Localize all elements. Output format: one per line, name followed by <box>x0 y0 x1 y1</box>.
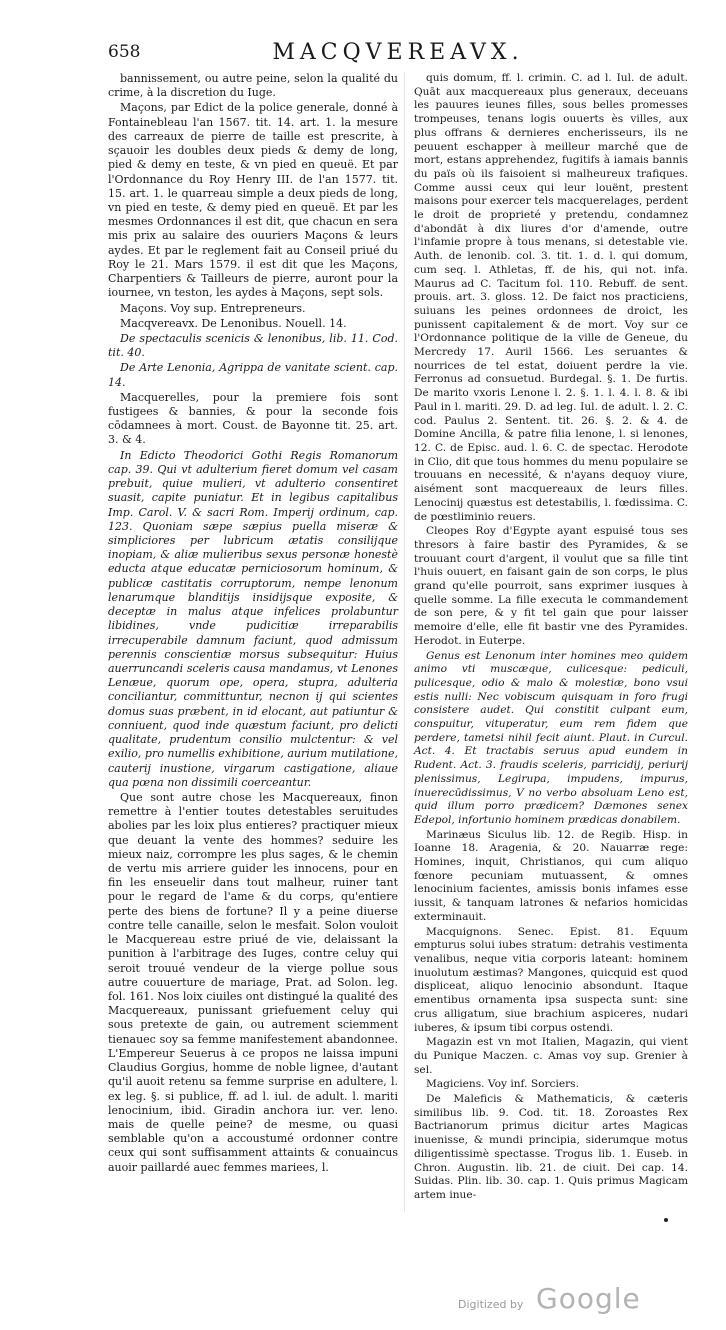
paragraph: Maçons. Voy sup. Entrepreneurs. <box>120 301 306 315</box>
page-number: 658 <box>108 42 141 62</box>
paragraph: De Arte Lenonia, Agrippa de vanitate scient. cap. 14. <box>108 361 398 389</box>
scan-watermark <box>458 1282 658 1316</box>
paragraph: De spectaculis scenicis & lenonibus, lib. 11. Cod. tit. 40. <box>108 331 398 360</box>
paragraph: bannissement, ou autre peine, selon la qualité du crime, à la discretion du Iuge. <box>108 72 398 100</box>
digitized-by-label: Digitized by <box>458 1298 524 1311</box>
paragraph: Maçons, par Edict de la police generale, donné à Fontainebleau l'an 1567. tit. 14. art. 1. la mesure des carreaux de pierre de taille est prescrite, à sçauoir les doubles deux pieds & demy de long, pied & demy en teste, & vn pied en queuë. Et par l'Ordonnance du Roy Henry III. de l'an 1577. tit. 15. art. 1. le quarreau simple a deux pieds de long, vn pied en teste, & demy pied en queuë. Et par les mesmes Ordonnances il est dit, que chacun en sera mis prix au salaire des ouuriers Maçons & leurs aydes. Et par le reglement fait au Conseil priué du Roy le 21. Mars 1579. il est dit que les Maçons, Charpentiers & Tailleurs de pierre, auront pour la iournee, vn teston, les aydes à Maçons, sept sols. <box>108 101 398 300</box>
paragraph: Genus est Lenonum inter homines meo quidem animo vti muscæque, culicesque: pediculi, pulicesque, odio & malo & molestiæ, bono vsui estis nulli: Nec vobiscum quisquam in foro frugi consistere audet. Qui constitit culpant eum, conspuitur, vituperatur, eum rem fidem que perdere, tametsi nihil fecit aiunt. Plaut. in Curcul. Act. 4. Et tractabis seruus apud eundem in Rudent. Act. 3. fraudis sceleris, parricidij, periurij plenissimus, Legirupa, impudens, impurus, inuerecūdissimus, V no verbo absoluam Leno est, quid illum porro prædicem? Dæmones senex Edepol, infortunio hominem prædicas donabilem. <box>414 649 688 826</box>
paragraph: Magazin est vn mot Italien, Magazin, qui vient du Punique Maczen. c. Amas voy sup. Grenier à sel. <box>414 1036 688 1076</box>
paragraph: Macqvereavx. De Lenonibus. Nouell. 14. <box>120 316 347 330</box>
left-text-column <box>108 72 398 1176</box>
catchword-mark <box>664 1218 668 1222</box>
paragraph: quis domum, ff. l. crimin. C. ad l. Iul. de adult. Quāt aux macquereaux plus generaux, deceuans les pauures ieunes filles, sous belles promesses trompeuses, tenans logis ouuerts ès villes, aux plus offrans & dernieres encherisseurs, ils ne peuuent eschapper à meilleur marché que de mort, estans apprehendez, fugitifs à iamais bannis du païs où ils faisoient si malheureux trafiques. Comme aussi ceux qui leur louënt, prestent maisons pour exercer tels macquerelages, perdent le droit de proprieté y pretendu, condamnez d'abondāt à dix liures d'or d'amende, outre l'infamie propre à tous menans, si detestable vie. Auth. de lenonib. col. 3. tit. 1. d. l. qui domum, cum seq. l. Athletas, ff. de his, qui not. infa. Maurus ad C. Tacitum fol. 110. Rebuff. de sent. prouis. art. 3. gloss. 12. De faict nos practiciens, suiuans les peines ordonnees de droict, les punissent capitalement & de mort. Voy sur ce l'Ordonnance politique de la ville de Geneue, du Mercredy 17. Auril 1566. Les seruantes & nourrices de tel estat, doiuent perdre la vie. Ferronus ad consuetud. Burdegal. §. 1. De furtis. De marito vxoris Lenone l. 2. §. 1. l. 4. l. 8. & ibi Paul in l. mariti. 29. D. ad leg. Iul. de adult. l. 2. C. cod. Paulus 2. Sentent. tit. 26. §. 2. & 4. de Domine Ancilla, & patre filia lenone, l. si lenones, 12. C. de Episc. aud. l. 6. C. de spectac. Herodote in Clio, dit que tous hommes du menu populaire se trouuans en necessité, & n'ayans dequoy viure, aisément sont macquereaux de leurs filles. Lenocinij quæstus est detestabilis, l. fœdissima. C. de pœstliminio reuers. <box>414 72 688 523</box>
paragraph: In Edicto Theodorici Gothi Regis Romanorum cap. 39. Qui vt adulterium fieret domum vel casam prebuit, quiue mulieri, vt adulterio consentiret suasit, capite puniatur. Et in legibus capitalibus Imp. Carol. V. & sacri Rom. Imperij ordinum, cap. 123. Quoniam sæpe sæpius puella miseræ & simpliciores per lubricum ætatis consilijque inopiam, & aliæ mulieribus sexus personæ honestè educta atque educatæ perniciosorum hominum, & publicæ castitatis corruptorum, nempe lenonum lenarumque blanditijs insidijsque exposite, & deceptæ in malus atque infelices prolabuntur libidines, vnde pudicitiæ irreparabilis irrecuperabile damnum faciunt, quod admissum perennis conscientiæ morsus subsequitur: Huius auerruncandi sceleris causa mandamus, vt Lenones Lenæue, quorum ope, opera, stupra, adulteria conciliantur, committuntur, necnon ij qui scientes domus suas præbent, in id elocant, aut patiuntur & conniuent, quod inde quæstum faciunt, pro delicti qualitate, prudentum consilio mulctentur: & vel exilio, pro numellis exhibitione, aurium mutilatione, cauterij inustione, virgarum castigatione, aliaue qua pœna non dissimili coerceantur. <box>108 448 398 789</box>
column-gutter <box>404 72 405 1212</box>
paragraph: Macquignons. Senec. Epist. 81. Equum empturus solui iubes stratum: detrahis vestimenta venalibus, neque vitia corporis lateant: hominem inuolutum æstimas? Mangones, quicquid est quod displiceat, aliquo lenocinio absondunt. Itaque ementibus ornamenta ipsa suspecta sunt: sine crus alligatum, siue brachium aspiceres, nudari iuberes, & ipsum tibi corpus ostendi. <box>414 925 688 1034</box>
running-head: MACQVEREAVX. <box>272 40 524 65</box>
right-text-column <box>414 72 688 1204</box>
paragraph: Que sont autre chose les Macquereaux, finon remettre à l'entier toutes detestables seruitudes abolies par les loix plus entieres? practiquer mieux que deuant la vente des hommes? seduire les mieux naiz, corrompre les plus sages, & le chemin de vertu mis arriere guider les innocens, pour en fin les enseuelir dans tout malheur, ruiner tant pour le regard de l'ame & du corps, qu'entiere perte des biens de fortune? Il y a peine diuerse contre telle canaille, selon le mesfait. Solon vouloit le Macquereau estre priué de vie, delaissant la punition à l'arbitrage des Iuges, contre celuy qui seroit trouué vendeur de la vierge pollue sous autre couuerture de mariage, Prat. ad Solon. leg. fol. 161. Nos loix ciuiles ont distingué la qualité des Macquereaux, punissant griefuement celuy qui sous pretexte de gain, ou autrement sciemment tienauec soy sa femme manifestement abandonnee. L'Empereur Seuerus à ce propos ne laissa impuni Claudius Gorgius, homme de noble lignee, d'autant qu'il auoit retenu sa femme surprise en adultere, l. ex leg. §. si publice, ff. ad l. iul. de adult. l. mariti lenocinium, ibid. Giradin anchora iur. ver. leno. mais de quelle peine? de mesme, ou quasi semblable qu'on a accoustumé ordonner contre ceux qui sont suffisamment attaints & conuaincus auoir paillardé auec femmes mariees, l. <box>108 790 398 1174</box>
paragraph: Cleopes Roy d'Egypte ayant espuisé tous ses thresors à faire bastir des Pyramides, & se trouuant court d'argent, il voulut que sa fille tint l'huis ouuert, en faisant gain de son corps, le plus grand qu'elle pourroit, sans exprimer iusques à quelle somme. La fille executa le commandement de son pere, & y fit tel gain que pour laisser memoire d'elle, elle fit bastir vne des Pyramides. Herodot. in Euterpe. <box>414 525 688 647</box>
paragraph: Marinæus Siculus lib. 12. de Regib. Hisp. in Ioanne 18. Aragenia, & 20. Nauarræ rege: Homines, inquit, Christianos, qui cum aliquo fœnore pecuniam mutuassent, & omnes lenocinium facientes, amissis bonis infames esse iussit, & tanquam latrones & nefarios homicidas exterminauit. <box>414 828 688 923</box>
paragraph: Macquerelles, pour la premiere fois sont fustigees & bannies, & pour la seconde fois cōdamnees à mort. Coust. de Bayonne tit. 25. art. 3. & 4. <box>108 390 398 447</box>
paragraph: Magiciens. Voy inf. Sorciers. <box>426 1078 579 1091</box>
google-wordmark: Google <box>536 1282 641 1315</box>
paragraph: De Maleficis & Mathematicis, & cæteris similibus lib. 9. Cod. tit. 18. Zoroastes Rex Bactrianorum primus dicitur artes Magicas inuenisse, & mundi principia, siderumque motus diligentissimè spectasse. Trogus lib. 1. Euseb. in Chron. Augustin. lib. 21. de ciuit. Dei cap. 14. Suidas. Plin. lib. 30. cap. 1. Quis primus Magicam artem inue- <box>414 1093 688 1201</box>
page-header <box>108 40 688 66</box>
